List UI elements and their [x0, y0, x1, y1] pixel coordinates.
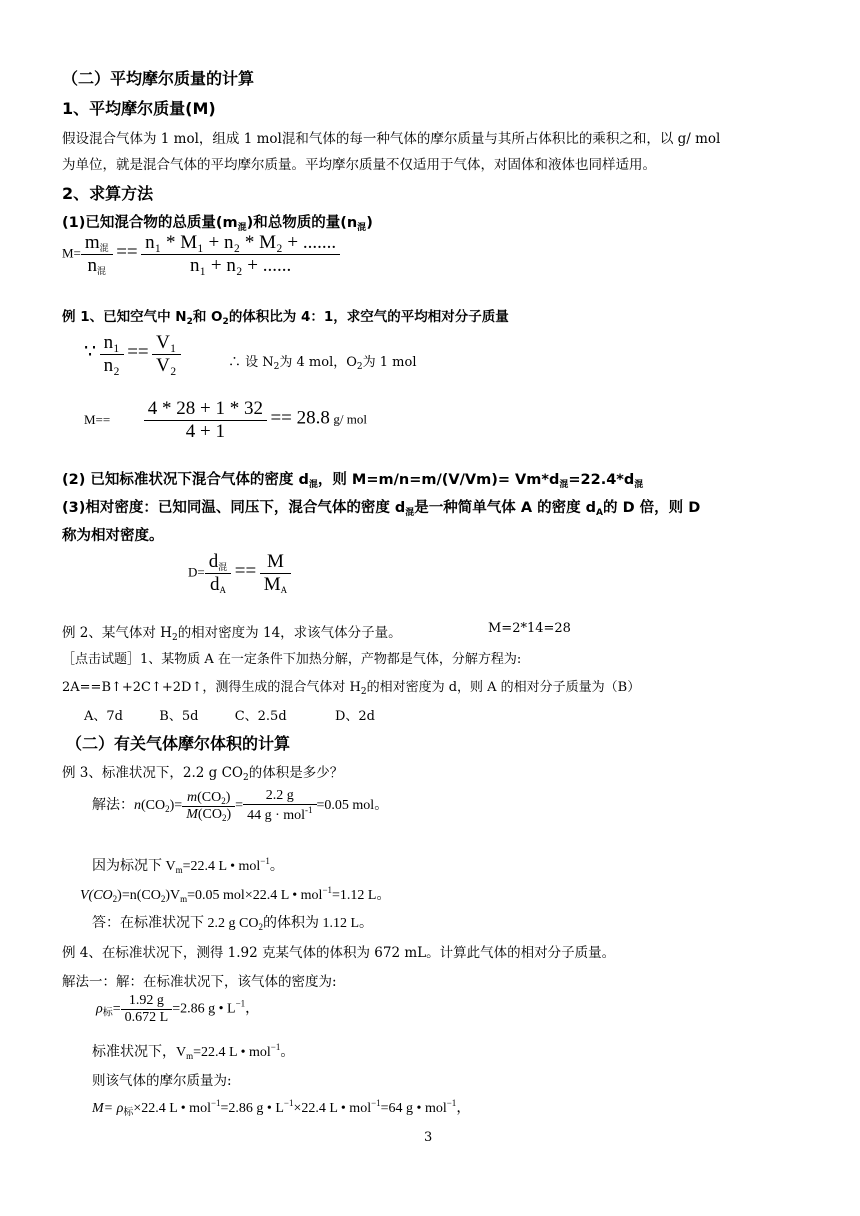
subheading-methods: 2、求算方法	[62, 184, 154, 203]
example-1-calculation: M== $\frac{4 * 28 + 1 * 32}{4 + 1}$ == 28.8 g/ mol	[84, 398, 367, 442]
section-title-average-molar-mass: （二）平均摩尔质量的计算	[62, 69, 255, 88]
example-4-line-3: 则该气体的摩尔质量为:	[92, 1073, 232, 1089]
example-1-question: 例 1、已知空气中 $N_2$和 $O_2$的体积比为 4：1，求空气的平均相对分子质量	[62, 309, 509, 327]
quiz-option-d: D、2d	[334, 709, 375, 724]
example-4-solution-intro: 解法一：解：在标准状况下，该气体的密度为:	[62, 974, 337, 990]
example-2-question: 例 2、某气体对 $H_2$的相对密度为 14，求该气体分子量。	[62, 625, 402, 643]
example-3-answer: 答：在标准状况下 2.2 g $CO_2$的体积为 1.12 L。	[92, 916, 374, 932]
subheading-average-molar-mass: 1、平均摩尔质量(M)	[62, 99, 216, 118]
quiz-line-1: ［点击试题］1、某物质 A 在一定条件下加热分解，产物都是气体，分解方程为:	[62, 652, 522, 667]
section-title-molar-volume: （二）有关气体摩尔体积的计算	[66, 734, 291, 753]
example-2-answer: M=2*14=28	[488, 621, 571, 636]
example-4-question: 例 4、在标准状况下，测得 1.92 克某气体的体积为 672 mL。计算此气体的相对分子质量。	[62, 945, 616, 961]
formula-relative-density: D= $\frac{d_混}{d_A}$ == $\frac{M}{M_A}$	[188, 551, 291, 596]
example-4-density-formula: $\rho_标=$ $\frac{1.92 g}{0.672 L}$ =2.86 g • $L^{-1}$，	[96, 993, 260, 1025]
quiz-options	[84, 705, 375, 724]
quiz-option-b: B、5d	[159, 709, 199, 724]
example-1-assumption: ∴ 设 $N_2$为 4 mol，$O_2$为 1 mol	[228, 355, 417, 372]
quiz-option-c: C、2.5d	[234, 709, 287, 724]
example-3-line-2: 因为标况下 $V_m=22.4$ L • mol$^{-1}$。	[92, 856, 284, 875]
paragraph-line-2: 为单位，就是混合气体的平均摩尔质量。平均摩尔质量不仅适用于气体，对固体和液体也同样适用。	[62, 157, 656, 173]
example-3-solution-formula: 解法：$n(CO_2)=$ $\frac{m(CO_2)}{M(CO_2)}$ = $\frac{2.2 g}{44 g \cdot mol^{-1}}$ =0.05 mol。	[92, 788, 389, 823]
quiz-option-a: A、7d	[84, 709, 123, 724]
example-4-line-4: $M= \rho_标\times 22.4$ L • mol$^{-1}$=2.86 g • $L^{-1}\times 22.4$ L • mol$^{-1}$=64 g • mol$^{-1}$，	[92, 1098, 471, 1118]
method-3-relative-density-line-1: (3)相对密度：已知同温、同压下，混合气体的密度 $d_混$是一种简单气体 A 的密度 $d_A$的 D 倍，则 D	[62, 500, 701, 518]
quiz-line-2: 2A==B↑+2C↑+2D↑，测得生成的混合气体对 $H_2$的相对密度为 d，则 A 的相对分子质量为（B）	[62, 680, 641, 697]
paragraph-line-1: 假设混合气体为 1 mol，组成 1 mol混和气体的每一种气体的摩尔质量与其所占体积比的乘积之和，以 g/ mol	[62, 131, 721, 147]
example-1-ratio: ∵ $\frac{\text{n₁}}{\text{n₂}}$ == $\frac{\text{V₁}}{\text{V₂}}$	[84, 332, 181, 377]
example-3-line-3: $V(CO_2)=n(CO_2)V_m=0.05$ mol×22.4 L • mol$^{-1}$=1.12 L。	[80, 885, 391, 904]
example-3-question: 例 3、标准状况下，2.2 g $CO_2$的体积是多少？	[62, 765, 344, 783]
formula-average-molar-mass: M= $\frac{m_混}{n_混}$ == $\frac{\text{n₁ * M₁ + n₂ * M₂ + .......}}{\text{n₁ + n₂ + ......}}$	[62, 232, 340, 277]
page-number: 3	[424, 1130, 433, 1145]
method-2-density: (2) 已知标准状况下混合气体的密度 $d_混$，则 $M=m/n=m/(V/Vm)= Vm*d_混=22.4*d_混$	[62, 472, 644, 490]
example-4-line-2: 标准状况下，$V_m=22.4$ L • mol$^{-1}$。	[92, 1042, 295, 1061]
method-3-relative-density-line-2: 称为相对密度。	[62, 528, 164, 544]
method-1-heading: (1)已知混合物的总质量$(m_混)$和总物质的量$(n_混)$	[62, 215, 373, 233]
